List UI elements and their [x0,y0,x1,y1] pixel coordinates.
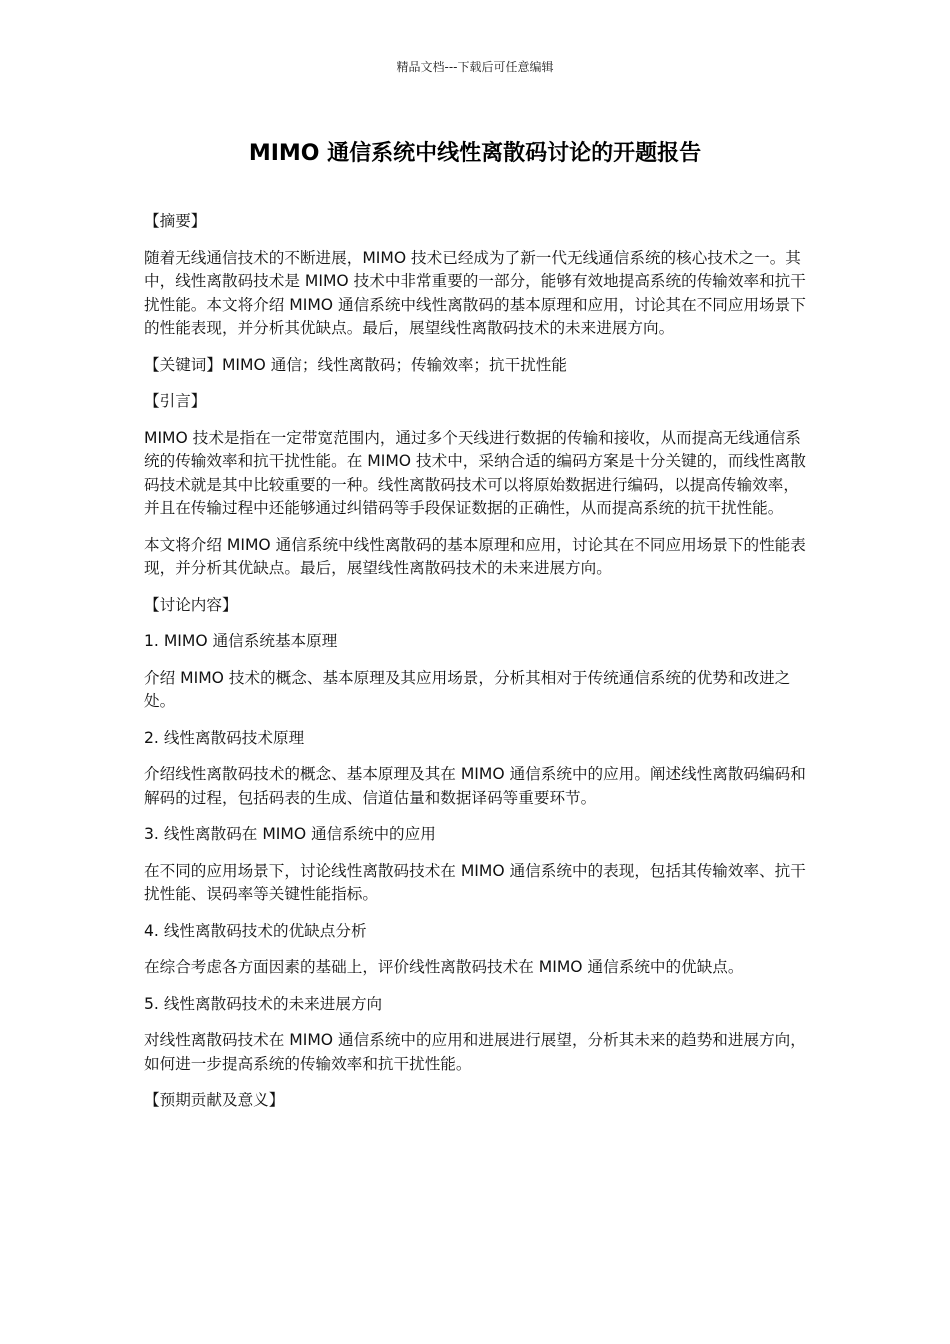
research-item-2-title: 2. 线性离散码技术原理 [144,728,305,747]
research-item-1-text: 介绍 MIMO 技术的概念、基本原理及其应用场景，分析其相对于传统通信系统的优势和改进之处。 [144,668,791,710]
research-item-5-title: 5. 线性离散码技术的未来进展方向 [144,994,383,1013]
research-heading: 【讨论内容】 [144,595,238,614]
research-item-3-text: 在不同的应用场景下，讨论线性离散码技术在 MIMO 通信系统中的表现，包括其传输效率、抗干扰性能、误码率等关键性能指标。 [144,861,806,903]
page-header-note: 精品文档---下载后可任意编辑 [396,60,554,74]
keywords-line: 【关键词】MIMO 通信；线性离散码；传输效率；抗干扰性能 [144,355,567,374]
document-body [144,210,808,1126]
research-item-2-text: 介绍线性离散码技术的概念、基本原理及其在 MIMO 通信系统中的应用。阐述线性离散码编码和解码的过程，包括码表的生成、信道估量和数据译码等重要环节。 [144,765,806,807]
research-item-1-title: 1. MIMO 通信系统基本原理 [144,632,338,650]
research-item-3-title: 3. 线性离散码在 MIMO 通信系统中的应用 [144,825,436,843]
abstract-text: 随着无线通信技术的不断进展，MIMO 技术已经成为了新一代无线通信系统的核心技术之一。其中，线性离散码技术是 MIMO 技术中非常重要的一部分，能够有效地提高系统的传输效率和抗干扰性能。本文将介绍 MIMO 通信系统中线性离散码的基本原理和应用，讨论其在不同应用场景下的性能表现，并分析其优缺点。最后，展望线性离散码技术的未来进展方向。 [144,248,806,337]
intro-heading: 【引言】 [144,392,207,410]
contribution-heading: 【预期贡献及意义】 [144,1091,285,1109]
intro-paragraph-1: MIMO 技术是指在一定带宽范围内，通过多个天线进行数据的传输和接收，从而提高无线通信系统的传输效率和抗干扰性能。在 MIMO 技术中，采纳合适的编码方案是十分关键的，而线性离散码技术就是其中比较重要的一种。线性离散码技术可以将原始数据进行编码，以提高传输效率，并且在传输过程中还能够通过纠错码等手段保证数据的正确性，从而提高系统的抗干扰性能。 [144,428,806,517]
research-item-5-text: 对线性离散码技术在 MIMO 通信系统中的应用和进展进行展望，分析其未来的趋势和进展方向，如何进一步提高系统的传输效率和抗干扰性能。 [144,1031,806,1073]
research-item-4-title: 4. 线性离散码技术的优缺点分析 [144,921,367,940]
document-title: MIMO 通信系统中线性离散码讨论的开题报告 [248,141,702,166]
intro-paragraph-2: 本文将介绍 MIMO 通信系统中线性离散码的基本原理和应用，讨论其在不同应用场景下的性能表现，并分析其优缺点。最后，展望线性离散码技术的未来进展方向。 [144,535,806,577]
research-item-4-text: 在综合考虑各方面因素的基础上，评价线性离散码技术在 MIMO 通信系统中的优缺点。 [144,958,744,976]
abstract-heading: 【摘要】 [144,212,207,230]
